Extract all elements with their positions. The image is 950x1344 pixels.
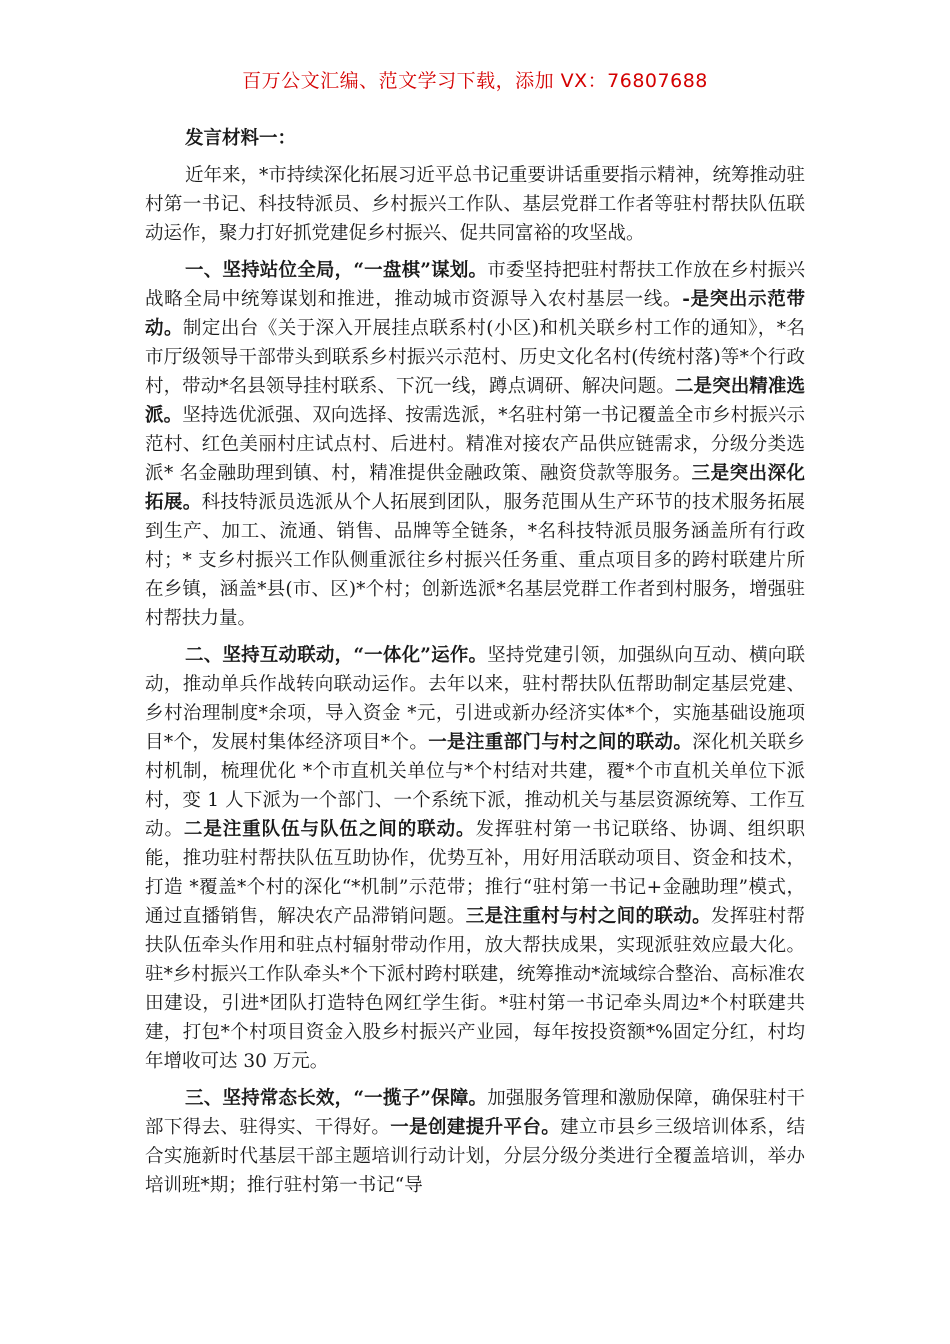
section-2-text-2: 深化机关联乡村机制，梳理优化 *个市直机关单位与*个村结对共建，覆*个市直机关单位下派村，变 1 人下派为一个部门、一个系统下派，推动机关与基层资源统筹、工作互动。: [145, 732, 805, 840]
document-body: [145, 124, 805, 1208]
section-1-sub-3: 三是突出深化拓展。: [145, 463, 805, 513]
section-1-paragraph: [145, 256, 805, 633]
section-2-sub-2: 二是注重队伍与队伍之间的联动。: [183, 819, 476, 840]
section-1-heading: 一、坚持站位全局，“一盘棋”谋划。: [185, 260, 488, 281]
section-3-sub-1: 一是创建提升平台。: [390, 1117, 561, 1138]
header-banner: 百万公文汇编、范文学习下载，添加 VX：76807688: [242, 70, 708, 92]
section-1-sub-1: -是突出示范带动。: [145, 289, 805, 339]
section-2-paragraph: [145, 641, 805, 1076]
section-2-text-3: 发挥驻村第一书记联络、协调、组织职能，推功驻村帮扶队伍互助协作，优势互补，用好用活联动项目、资金和技术，打造 *覆盖*个村的深化“*机制”示范带；推行“驻村第一书记+金融助理”模式，通过直播销售，解决农产品滞销问题。: [145, 819, 805, 927]
intro-paragraph: 近年来，*市持续深化拓展习近平总书记重要讲话重要指示精神，统筹推动驻村第一书记、科技特派员、乡村振兴工作队、基层党群工作者等驻村帮扶队伍联动运作，聚力打好抓党建促乡村振兴、促共同富裕的攻坚战。: [145, 165, 805, 244]
section-2-text-4: 发挥驻村帮扶队伍牵头作用和驻点村辐射带动作用，放大帮扶成果，实现派驻效应最大化。驻*乡村振兴工作队牵头*个下派村跨村联建，统筹推动*流域综合整治、高标准农田建设，引进*团队打造特色网红学生街。*驻村第一书记牵头周边*个村联建共建，打包*个村项目资金入股乡村振兴产业园，每年按投资额*%固定分红，村均年增收可达 30 万元。: [145, 906, 805, 1072]
section-2-text-1: 坚持党建引领，加强纵向互动、横向联动，推动单兵作战转向联动运作。去年以来，驻村帮扶队伍帮助制定基层党建、乡村治理制度*余项，导入资金 *元，引进或新办经济实体*个，实施基础设施项目*个，发展村集体经济项目*个。: [145, 645, 805, 753]
section-3-text-1: 加强服务管理和激励保障，确保驻村干部下得去、驻得实、干得好。: [145, 1088, 805, 1138]
document-page: [145, 0, 805, 1344]
section-2-sub-3: 三是注重村与村之间的联动。: [465, 906, 711, 927]
section-2-heading: 二、坚持互动联动，“一体化”运作。: [185, 645, 488, 666]
document-title: 发言材料一：: [185, 128, 297, 149]
section-1-text-2: 制定出台《关于深入开展挂点联系村(小区)和机关联乡村工作的通知》，*名市厅级领导干部带头到联系乡村振兴示范村、历史文化名村(传统村落)等*个行政村，带动*名县领导挂村联系、下沉一线，蹲点调研、解决问题。: [145, 318, 805, 397]
section-3-paragraph: [145, 1084, 805, 1200]
section-3-text-2: 建立市县乡三级培训体系，结合实施新时代基层干部主题培训行动计划，分层分级分类进行全覆盖培训，举办培训班*期；推行驻村第一书记“导: [145, 1117, 805, 1196]
section-3-heading: 三、坚持常态长效，“一揽子”保障。: [185, 1088, 488, 1109]
section-1-text-3: 坚持选优派强、双向选择、按需选派，*名驻村第一书记覆盖全市乡村振兴示范村、红色美丽村庄试点村、后进村。精准对接农产品供应链需求，分级分类选派* 名金融助理到镇、村，精准提供金融政策、融资贷款等服务。: [145, 405, 805, 484]
section-1-text-4: 科技特派员选派从个人拓展到团队，服务范围从生产环节的技术服务拓展到生产、加工、流通、销售、品牌等全链条，*名科技特派员服务涵盖所有行政村；* 支乡村振兴工作队侧重派往乡村振兴任务重、重点项目多的跨村联建片所在乡镇，涵盖*县(市、区)*个村；创新选派*名基层党群工作者到村服务，增强驻村帮扶力量。: [145, 492, 805, 629]
section-1-text-1: 市委坚持把驻村帮扶工作放在乡村振兴战略全局中统筹谋划和推进，推动城市资源导入农村基层一线。: [145, 260, 805, 310]
section-2-sub-1: 一是注重部门与村之间的联动。: [428, 732, 693, 753]
section-1-sub-2: 二是突出精准选派。: [145, 376, 805, 426]
